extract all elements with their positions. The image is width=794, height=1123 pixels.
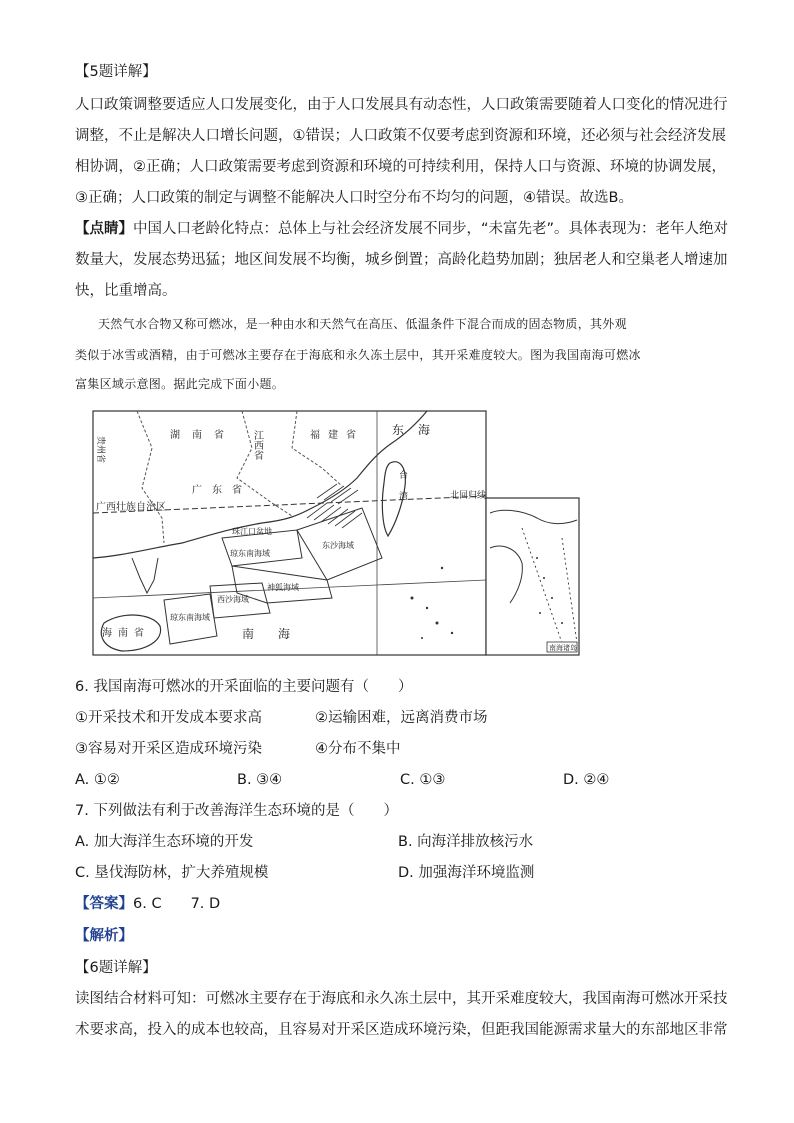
section-6-header: 【6题详解】 [75, 960, 157, 976]
label-nanhai: 南海 [242, 627, 315, 641]
q6-statement-2: ②运输困难，远离消费市场 [315, 710, 488, 726]
label-zone-qiongdongnan: 琼东南海域 [170, 613, 210, 622]
q6-option-d: D. ②④ [563, 772, 610, 788]
label-zone-zhujiangkou: 珠江口盆地 [232, 527, 272, 536]
label-taiwan: 台湾 [397, 470, 407, 512]
south-china-sea-map [92, 408, 588, 658]
section-5-header: 【5题详解】 [75, 64, 157, 80]
q6-statement-3: ③容易对开采区造成环境污染 [75, 741, 262, 757]
tip-label: 【点睛】 [75, 221, 133, 237]
label-jiangxi: 江西省 [251, 430, 263, 460]
label-zone-shenhu: 神狐海域 [267, 583, 299, 592]
label-zone-dongsha: 东沙海域 [322, 541, 354, 550]
q7-option-a: A. 加大海洋生态环境的开发 [75, 834, 254, 850]
section-6-line-1: 读图结合材料可知：可燃冰主要存在于海底和永久冻土层中，其开采难度较大，我国南海可燃冰开采技 [75, 991, 728, 1007]
q6-statement-4: ④分布不集中 [315, 741, 401, 757]
answer-text: 6. C 7. D [133, 896, 221, 912]
q6-option-a: A. ①② [75, 772, 120, 788]
section-5-line-2: 调整，不止是解决人口增长问题，①错误；人口政策不仅要考虑到资源和环境，还必须与社会经济发展 [75, 128, 726, 144]
passage-line-1: 天然气水合物又称可燃冰，是一种由水和天然气在高压、低温条件下混合而成的固态物质，其外观 [98, 317, 627, 331]
section-5-line-4: ③正确；人口政策的制定与调整不能解决人口时空分布不均匀的问题，④错误。故选B。 [75, 190, 633, 206]
label-tropic: 北回归线 [450, 491, 487, 501]
section-5-line-3: 相协调，②正确；人口政策需要考虑到资源和环境的可持续利用，保持人口与资源、环境的协调发展， [75, 159, 726, 175]
q7-option-b: B. 向海洋排放核污水 [398, 834, 534, 850]
tip-line-2: 数量大，发展态势迅猛；地区间发展不均衡，城乡倒置；高龄化趋势加剧；独居老人和空巢老人增速加 [75, 252, 728, 268]
q6-option-c: C. ①③ [400, 772, 446, 788]
label-hunan: 湖南省 [170, 430, 236, 441]
label-guangxi: 广西壮族自治区 [96, 502, 166, 513]
label-hainan: 海南省 [102, 628, 150, 639]
q7-option-c: C. 垦伐海防林，扩大养殖规模 [75, 865, 269, 881]
tip-text-1: 中国人口老龄化特点：总体上与社会经济发展不同步，“未富先老”。具体表现为：老年人绝对 [133, 221, 729, 237]
q7-stem: 7. 下列做法有利于改善海洋生态环境的是（ ） [75, 803, 398, 819]
q6-option-b: B. ③④ [237, 772, 283, 788]
label-zone-xisha: 西沙海域 [217, 595, 249, 604]
q7-option-d: D. 加强海洋环境监测 [398, 865, 535, 881]
inset-frame [486, 498, 579, 655]
label-zone-zhujiangkou-2: 琼东南海域 [230, 549, 270, 558]
tip-line-3: 快，比重增高。 [75, 283, 177, 299]
tip-line-1 [75, 219, 728, 239]
inset-caption: 南海诸岛 [549, 644, 577, 652]
section-5-line-1: 人口政策调整要适应人口发展变化，由于人口发展具有动态性，人口政策需要随着人口变化的情况进行 [75, 97, 728, 113]
section-6-line-2: 术要求高，投入的成本也较高，且容易对开采区造成环境污染，但距我国能源需求量大的东部地区非常 [75, 1022, 728, 1038]
label-fujian: 福建省 [310, 430, 364, 441]
q6-statement-1: ①开采技术和开发成本要求高 [75, 710, 262, 726]
answer-line [75, 894, 220, 914]
label-guizhou: 贵州省 [95, 436, 105, 464]
q6-stem: 6. 我国南海可燃冰的开采面临的主要问题有（ ） [75, 679, 413, 695]
passage-line-2: 类似于冰雪或酒精，由于可燃冰主要存在于海底和永久冻土层中，其开采难度较大。图为我国南海可燃冰 [75, 348, 641, 362]
label-guangdong: 广东省 [192, 485, 252, 496]
answer-label: 【答案】 [75, 896, 133, 912]
label-donghai: 东海 [392, 423, 445, 437]
passage-line-3: 富集区域示意图。据此完成下面小题。 [75, 377, 285, 391]
analysis-label: 【解析】 [75, 928, 133, 944]
